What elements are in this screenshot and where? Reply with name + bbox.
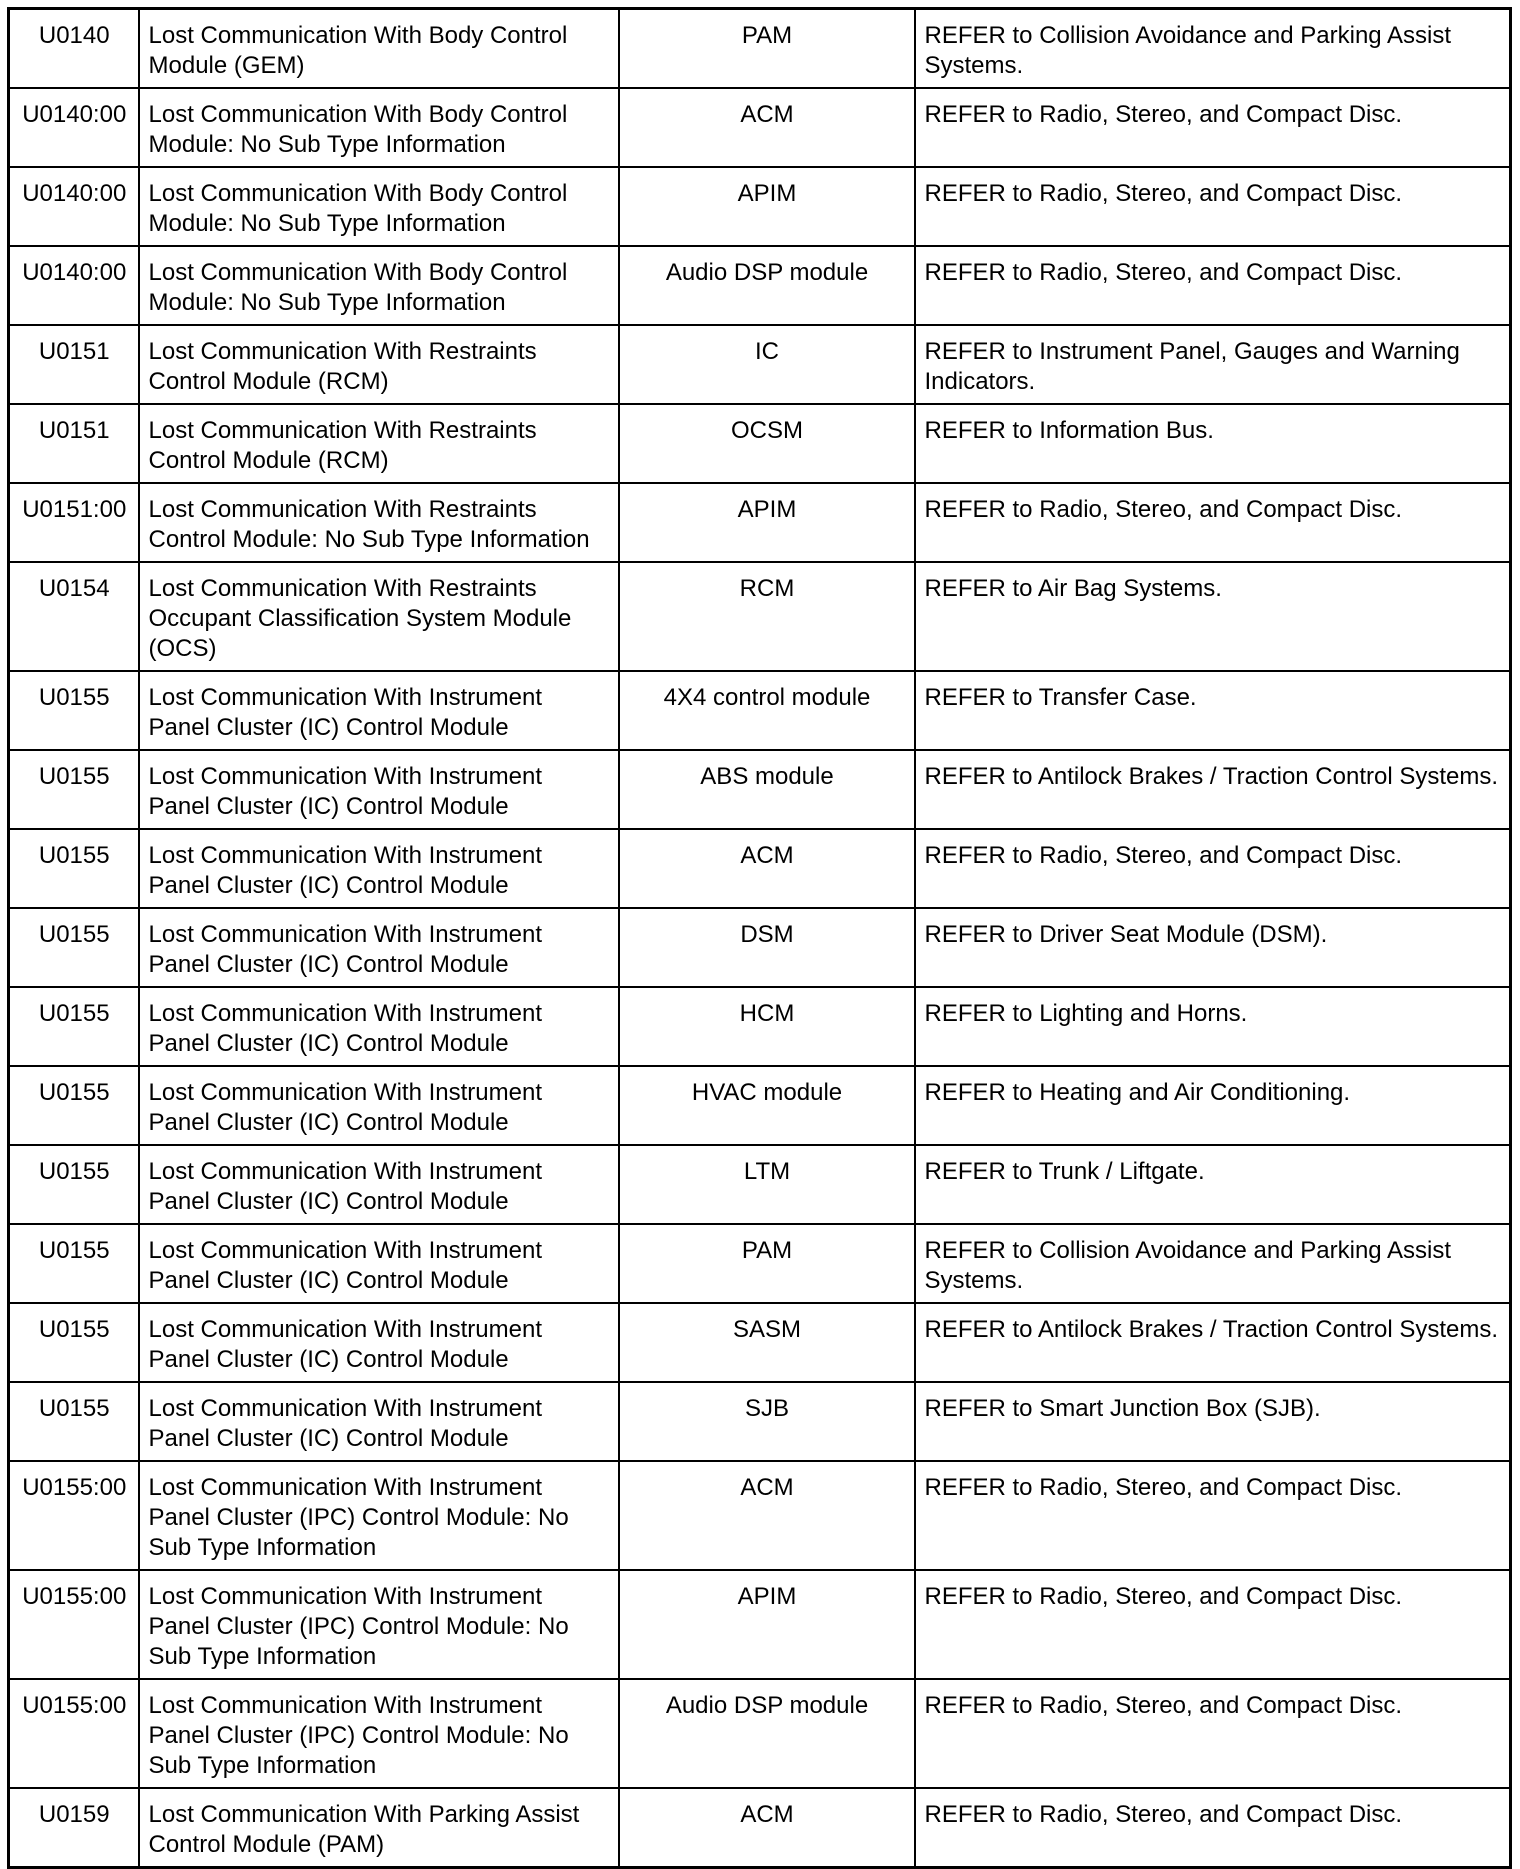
dtc-code: U0140:00 — [9, 88, 139, 167]
table-row — [9, 1303, 1511, 1382]
dtc-action: REFER to Radio, Stereo, and Compact Disc. — [915, 167, 1511, 246]
dtc-code: U0140:00 — [9, 167, 139, 246]
dtc-table-body — [9, 9, 1511, 1868]
dtc-code: U0140 — [9, 9, 139, 89]
dtc-action: REFER to Radio, Stereo, and Compact Disc. — [915, 246, 1511, 325]
dtc-action: REFER to Radio, Stereo, and Compact Disc. — [915, 1679, 1511, 1788]
dtc-action: REFER to Radio, Stereo, and Compact Disc. — [915, 1788, 1511, 1868]
dtc-action: REFER to Antilock Brakes / Traction Control Systems. — [915, 1303, 1511, 1382]
dtc-action: REFER to Radio, Stereo, and Compact Disc. — [915, 483, 1511, 562]
dtc-description: Lost Communication With Restraints Control Module: No Sub Type Information — [139, 483, 619, 562]
dtc-code: U0151 — [9, 404, 139, 483]
dtc-code: U0159 — [9, 1788, 139, 1868]
dtc-description: Lost Communication With Instrument Panel Cluster (IC) Control Module — [139, 750, 619, 829]
table-row — [9, 562, 1511, 671]
table-row — [9, 1224, 1511, 1303]
dtc-code: U0155:00 — [9, 1679, 139, 1788]
dtc-action: REFER to Radio, Stereo, and Compact Disc. — [915, 1461, 1511, 1570]
dtc-table — [7, 7, 1512, 1869]
dtc-description: Lost Communication With Body Control Module: No Sub Type Information — [139, 246, 619, 325]
dtc-description: Lost Communication With Instrument Panel Cluster (IC) Control Module — [139, 987, 619, 1066]
dtc-description: Lost Communication With Restraints Control Module (RCM) — [139, 325, 619, 404]
dtc-action: REFER to Radio, Stereo, and Compact Disc. — [915, 829, 1511, 908]
dtc-description: Lost Communication With Instrument Panel Cluster (IPC) Control Module: No Sub Type Information — [139, 1570, 619, 1679]
dtc-description: Lost Communication With Instrument Panel Cluster (IC) Control Module — [139, 1224, 619, 1303]
table-row — [9, 1066, 1511, 1145]
dtc-code: U0151 — [9, 325, 139, 404]
table-row — [9, 1570, 1511, 1679]
dtc-action: REFER to Driver Seat Module (DSM). — [915, 908, 1511, 987]
dtc-action: REFER to Instrument Panel, Gauges and Warning Indicators. — [915, 325, 1511, 404]
dtc-action: REFER to Information Bus. — [915, 404, 1511, 483]
table-row — [9, 1145, 1511, 1224]
dtc-code: U0155 — [9, 1066, 139, 1145]
dtc-module: IC — [619, 325, 915, 404]
dtc-module: SJB — [619, 1382, 915, 1461]
dtc-code: U0155 — [9, 1145, 139, 1224]
dtc-description: Lost Communication With Parking Assist Control Module (PAM) — [139, 1788, 619, 1868]
dtc-code: U0155 — [9, 987, 139, 1066]
dtc-code: U0155 — [9, 750, 139, 829]
dtc-action: REFER to Collision Avoidance and Parking Assist Systems. — [915, 9, 1511, 89]
dtc-description: Lost Communication With Instrument Panel Cluster (IC) Control Module — [139, 1145, 619, 1224]
dtc-module: HCM — [619, 987, 915, 1066]
dtc-action: REFER to Air Bag Systems. — [915, 562, 1511, 671]
dtc-module: RCM — [619, 562, 915, 671]
dtc-module: DSM — [619, 908, 915, 987]
dtc-module: Audio DSP module — [619, 1679, 915, 1788]
table-row — [9, 325, 1511, 404]
dtc-description: Lost Communication With Instrument Panel Cluster (IC) Control Module — [139, 829, 619, 908]
dtc-description: Lost Communication With Instrument Panel Cluster (IPC) Control Module: No Sub Type Information — [139, 1461, 619, 1570]
dtc-code: U0154 — [9, 562, 139, 671]
dtc-description: Lost Communication With Instrument Panel Cluster (IC) Control Module — [139, 1382, 619, 1461]
dtc-description: Lost Communication With Instrument Panel Cluster (IC) Control Module — [139, 1303, 619, 1382]
dtc-module: OCSM — [619, 404, 915, 483]
dtc-module: APIM — [619, 483, 915, 562]
dtc-module: SASM — [619, 1303, 915, 1382]
table-row — [9, 908, 1511, 987]
table-row — [9, 88, 1511, 167]
dtc-action: REFER to Trunk / Liftgate. — [915, 1145, 1511, 1224]
dtc-action: REFER to Lighting and Horns. — [915, 987, 1511, 1066]
table-row — [9, 829, 1511, 908]
dtc-code: U0155 — [9, 908, 139, 987]
dtc-description: Lost Communication With Body Control Module (GEM) — [139, 9, 619, 89]
dtc-description: Lost Communication With Body Control Module: No Sub Type Information — [139, 88, 619, 167]
dtc-code: U0155 — [9, 671, 139, 750]
dtc-code: U0155 — [9, 1224, 139, 1303]
dtc-action: REFER to Radio, Stereo, and Compact Disc. — [915, 88, 1511, 167]
table-row — [9, 1461, 1511, 1570]
dtc-module: 4X4 control module — [619, 671, 915, 750]
dtc-module: ACM — [619, 1788, 915, 1868]
table-row — [9, 750, 1511, 829]
dtc-module: PAM — [619, 9, 915, 89]
dtc-action: REFER to Antilock Brakes / Traction Control Systems. — [915, 750, 1511, 829]
dtc-module: ABS module — [619, 750, 915, 829]
dtc-module: APIM — [619, 1570, 915, 1679]
dtc-action: REFER to Smart Junction Box (SJB). — [915, 1382, 1511, 1461]
dtc-code: U0151:00 — [9, 483, 139, 562]
dtc-code: U0155 — [9, 1382, 139, 1461]
table-row — [9, 404, 1511, 483]
table-row — [9, 246, 1511, 325]
dtc-module: ACM — [619, 88, 915, 167]
dtc-description: Lost Communication With Restraints Control Module (RCM) — [139, 404, 619, 483]
dtc-description: Lost Communication With Instrument Panel Cluster (IPC) Control Module: No Sub Type Information — [139, 1679, 619, 1788]
dtc-module: LTM — [619, 1145, 915, 1224]
table-row — [9, 1788, 1511, 1868]
dtc-module: HVAC module — [619, 1066, 915, 1145]
table-row — [9, 671, 1511, 750]
dtc-action: REFER to Collision Avoidance and Parking Assist Systems. — [915, 1224, 1511, 1303]
dtc-module: Audio DSP module — [619, 246, 915, 325]
dtc-code: U0140:00 — [9, 246, 139, 325]
dtc-description: Lost Communication With Instrument Panel Cluster (IC) Control Module — [139, 671, 619, 750]
dtc-code: U0155:00 — [9, 1570, 139, 1679]
dtc-action: REFER to Radio, Stereo, and Compact Disc. — [915, 1570, 1511, 1679]
dtc-description: Lost Communication With Restraints Occupant Classification System Module (OCS) — [139, 562, 619, 671]
table-row — [9, 1679, 1511, 1788]
dtc-module: ACM — [619, 1461, 915, 1570]
dtc-module: PAM — [619, 1224, 915, 1303]
dtc-code: U0155 — [9, 1303, 139, 1382]
table-row — [9, 483, 1511, 562]
dtc-description: Lost Communication With Instrument Panel Cluster (IC) Control Module — [139, 908, 619, 987]
dtc-code: U0155 — [9, 829, 139, 908]
dtc-action: REFER to Heating and Air Conditioning. — [915, 1066, 1511, 1145]
table-row — [9, 1382, 1511, 1461]
dtc-action: REFER to Transfer Case. — [915, 671, 1511, 750]
table-row — [9, 987, 1511, 1066]
dtc-description: Lost Communication With Instrument Panel Cluster (IC) Control Module — [139, 1066, 619, 1145]
dtc-code: U0155:00 — [9, 1461, 139, 1570]
dtc-description: Lost Communication With Body Control Module: No Sub Type Information — [139, 167, 619, 246]
dtc-module: ACM — [619, 829, 915, 908]
table-row — [9, 167, 1511, 246]
table-row — [9, 9, 1511, 89]
dtc-module: APIM — [619, 167, 915, 246]
